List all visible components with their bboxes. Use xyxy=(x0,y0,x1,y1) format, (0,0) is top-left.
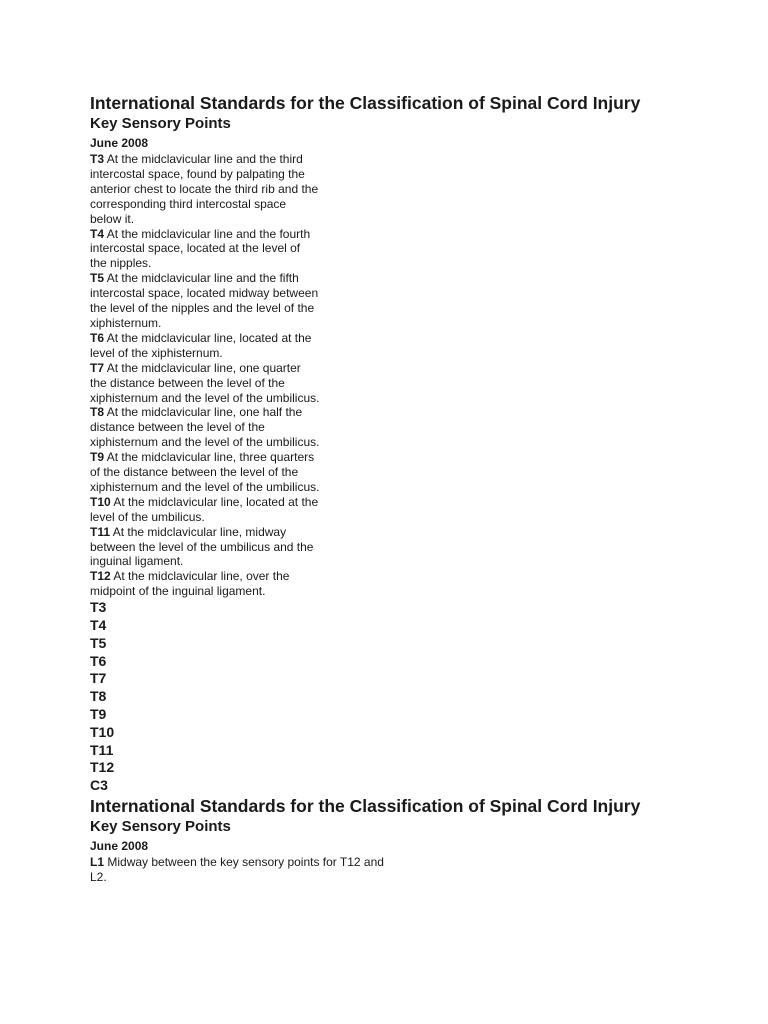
document-date: June 2008 xyxy=(90,136,149,150)
point-code: T7 xyxy=(90,360,105,375)
point-description: At the midclavicular line, three quarters of the distance between the level of the xiphisternum and the level of the umbilicus. xyxy=(90,450,320,494)
code-label: T8 xyxy=(90,688,107,705)
code-label: T6 xyxy=(90,652,107,669)
sensory-point-t5 xyxy=(90,271,320,331)
document-title: International Standards for the Classification of Spinal Cord Injury xyxy=(90,795,641,816)
document-subtitle: Key Sensory Points xyxy=(90,817,231,835)
sensory-point-t7 xyxy=(90,361,320,406)
point-code: T8 xyxy=(90,405,105,420)
code-label: T11 xyxy=(90,741,114,758)
sensory-point-t9 xyxy=(90,450,320,495)
sensory-point-t12 xyxy=(90,569,320,599)
sensory-point-list xyxy=(90,855,390,885)
document-title: International Standards for the Classification of Spinal Cord Injury xyxy=(90,93,641,113)
point-description: At the midclavicular line, one half the distance between the level of the xiphisternum and the level of the umbilicus. xyxy=(90,405,320,450)
point-description: At the midclavicular line, midway between the level of the umbilicus and the inguinal ligament. xyxy=(90,524,314,569)
point-code: T6 xyxy=(90,330,105,345)
point-description: At the midclavicular line and the third intercostal space, found by palpating the anterior chest to locate the third rib and the corresponding third intercostal space below it. xyxy=(90,152,319,226)
point-code: T12 xyxy=(90,569,111,584)
point-code: T10 xyxy=(90,494,111,509)
sensory-point-t10 xyxy=(90,495,320,525)
point-code: T3 xyxy=(90,152,105,166)
sensory-point-t8 xyxy=(90,405,320,450)
point-code: L1 xyxy=(90,854,105,869)
code-label: T10 xyxy=(90,723,115,740)
point-description: Midway between the key sensory points for T12 and L2. xyxy=(90,854,384,884)
point-description: At the midclavicular line, over the midpoint of the inguinal ligament. xyxy=(90,569,290,599)
point-description: At the midclavicular line and the fourth intercostal space, located at the level of the nipples. xyxy=(90,226,311,271)
code-label: T12 xyxy=(90,759,115,776)
point-code: T4 xyxy=(90,226,105,241)
point-code: T11 xyxy=(90,524,111,539)
code-label: T4 xyxy=(90,616,107,633)
point-description: At the midclavicular line, located at the level of the umbilicus. xyxy=(90,494,319,524)
sensory-point-t6 xyxy=(90,331,320,361)
point-description: At the midclavicular line, one quarter the distance between the level of the xiphisternum and the level of the umbilicus. xyxy=(90,360,320,405)
point-description: At the midclavicular line, located at the level of the xiphisternum. xyxy=(90,330,312,360)
section-2 xyxy=(90,795,730,885)
sensory-point-t11 xyxy=(90,525,320,570)
dermatome-code-list xyxy=(90,599,730,795)
code-label: T9 xyxy=(90,705,107,722)
document-date: June 2008 xyxy=(90,838,149,853)
code-label: C3 xyxy=(90,777,108,794)
point-code: T5 xyxy=(90,271,105,286)
code-label: T3 xyxy=(90,599,107,616)
code-label: T5 xyxy=(90,634,107,651)
point-code: T9 xyxy=(90,450,105,465)
document-subtitle: Key Sensory Points xyxy=(90,115,231,132)
sensory-point-t3 xyxy=(90,152,320,227)
section-1 xyxy=(90,92,730,795)
sensory-point-list xyxy=(90,152,320,599)
document-page xyxy=(90,92,730,885)
sensory-point-l1 xyxy=(90,855,390,885)
sensory-point-t4 xyxy=(90,227,320,272)
code-label: T7 xyxy=(90,670,107,687)
point-description: At the midclavicular line and the fifth intercostal space, located midway between the level of the nipples and the level of the xiphisternum. xyxy=(90,271,319,330)
